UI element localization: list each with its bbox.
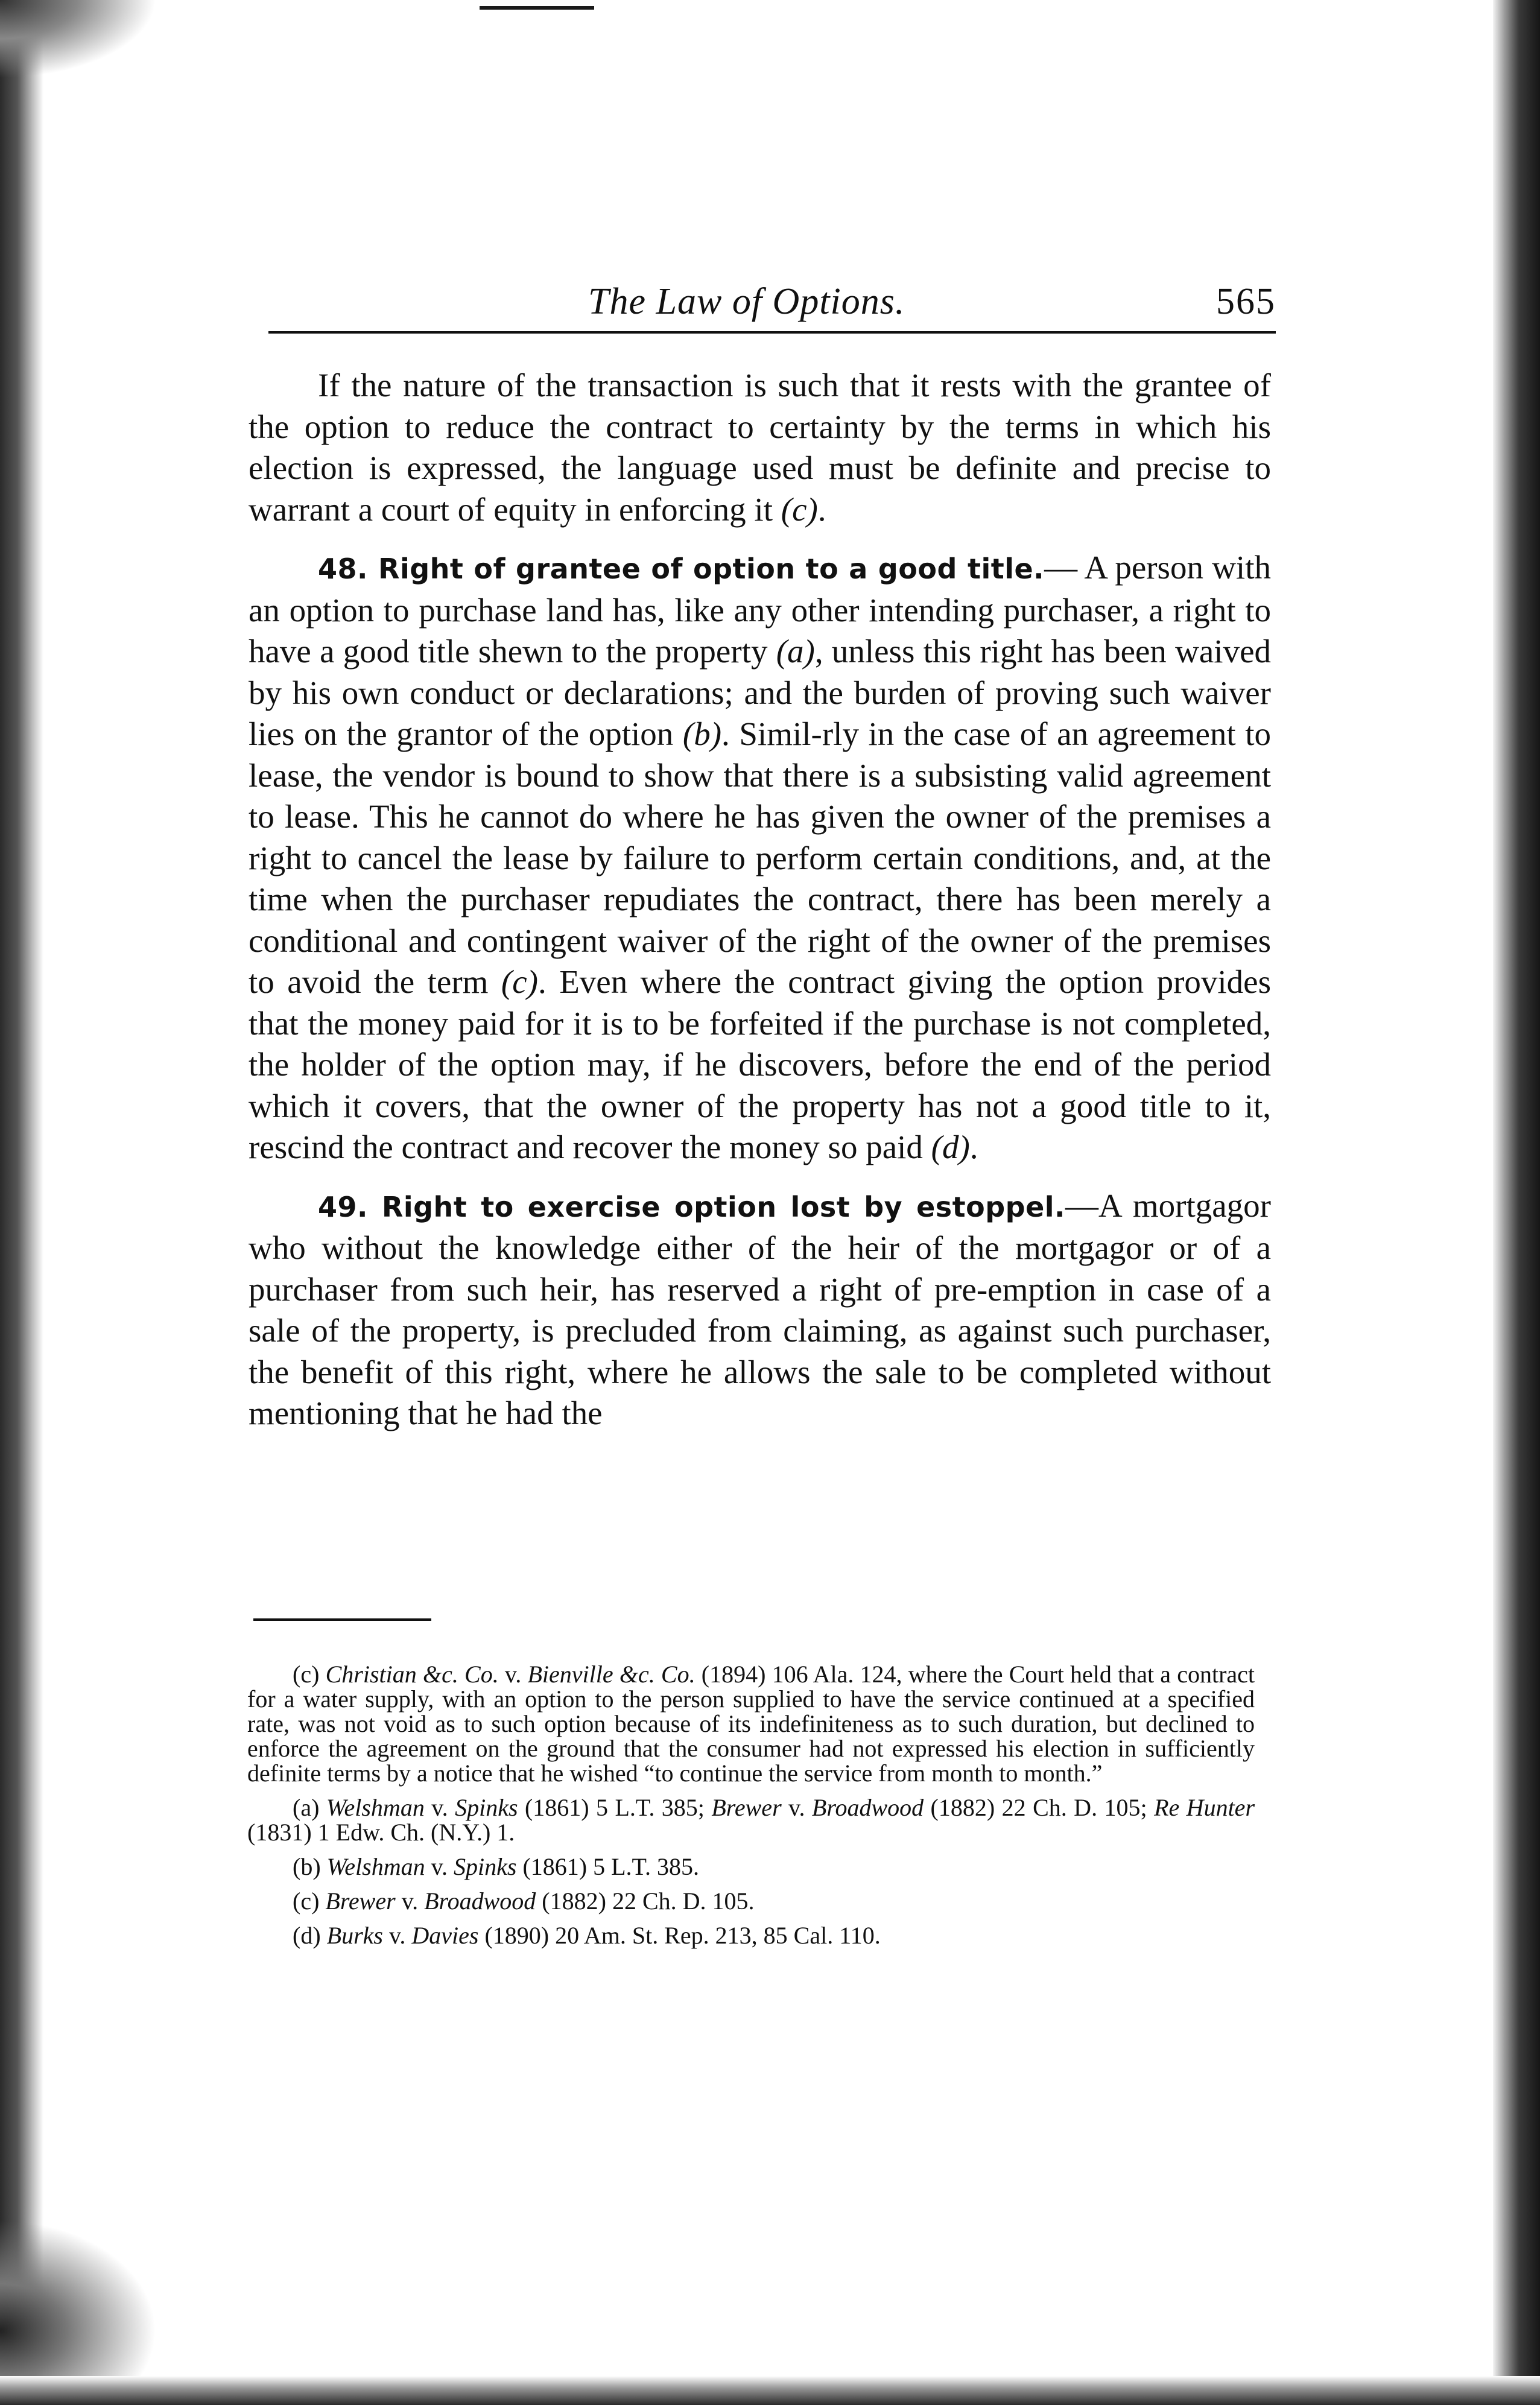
case-name: Welshman xyxy=(326,1794,425,1821)
footnote-text: (1882) 22 Ch. D. 105; xyxy=(924,1794,1155,1821)
header-rule xyxy=(268,331,1276,334)
case-name: Spinks xyxy=(454,1853,517,1880)
paragraph-1 xyxy=(249,365,1271,530)
footnote-text: (1894) 106 Ala. 124, where the Court held that a contract for a water supply, with an option to the person supplied to have the service continued at a specified rate, was not void as to such option because of its indefiniteness as to such duration, but declined to enforce the agreement on the ground that the consumer had not expressed his election in sufficiently definite terms by a notice that he wished “to continue the service from month to month.” xyxy=(247,1661,1255,1787)
footnote-ref-a: (a) xyxy=(776,633,815,670)
page-corner-shadow-top xyxy=(0,0,157,78)
footnote-mark: (b) xyxy=(293,1853,321,1880)
footnote-text: (1831) 1 Edw. Ch. (N.Y.) 1. xyxy=(247,1819,515,1846)
versus: v. xyxy=(498,1661,528,1688)
footnote-b xyxy=(247,1854,1255,1879)
case-name: Davies xyxy=(411,1922,479,1949)
running-head xyxy=(268,280,1276,329)
paragraph-1-text: If the nature of the transaction is such that it rests with the grantee of the option to reduce the contract to certainty by the terms in which his election is expressed, the language used must be definite and precise to warrant a court of equity in enforcing it xyxy=(249,367,1271,528)
footnote-c-1 xyxy=(247,1662,1255,1786)
footnote-a xyxy=(247,1795,1255,1845)
case-name: Broadwood xyxy=(424,1887,536,1915)
footnote-mark: (d) xyxy=(293,1922,321,1949)
paragraph-1-end: . xyxy=(817,490,826,528)
running-title: The Law of Options. xyxy=(588,281,905,322)
case-name: Christian &c. Co. xyxy=(325,1661,499,1688)
section-49-dash: — xyxy=(1065,1187,1099,1224)
case-name: Brewer xyxy=(711,1794,782,1821)
section-49-heading: 49. Right to exercise option lost by estoppel. xyxy=(318,1190,1066,1223)
paragraph-49 xyxy=(249,1185,1271,1434)
case-name: Spinks xyxy=(455,1794,518,1821)
case-name: Re Hunter xyxy=(1154,1794,1255,1821)
section-48-heading: 48. Right of grantee of option to a good title. xyxy=(318,553,1045,585)
page-bottom-shadow xyxy=(0,2376,1540,2405)
footnote-rule xyxy=(253,1618,431,1621)
footnote-mark: (c) xyxy=(293,1887,320,1915)
footnote-mark: (c) xyxy=(293,1661,320,1688)
footnote-mark: (a) xyxy=(293,1794,320,1821)
footnote-ref-b: (b) xyxy=(682,715,722,752)
footnote-text: (1882) 22 Ch. D. 105. xyxy=(536,1887,755,1915)
section-48-text-1: A person with an option to purchase land has, like any other intending purchaser, a right to have a good title shewn to the property xyxy=(249,549,1271,670)
case-name: Welshman xyxy=(326,1853,425,1880)
versus: v. xyxy=(382,1922,412,1949)
section-49-text: A mortgagor who without the knowledge either of the heir of the mortgagor or of a purchaser from such heir, has reserved a right of pre-emption in case of a sale of the property, is precluded from claiming, as against such purchaser, the benefit of this right, where he allows the sale to be completed without mentioning that he had the xyxy=(249,1187,1271,1431)
page-left-shadow xyxy=(0,0,43,2405)
footnotes xyxy=(247,1662,1255,1957)
case-name: Bienville &c. Co. xyxy=(527,1661,696,1688)
section-48-text-4: . Even where the contract giving the option provides that the money paid for it is to be forfeited if the purchase is not completed, the holder of the option may, if he discovers, before the end of the period which it covers, that the owner of the property has not a good title to it, rescind the contract and recover the money so paid xyxy=(249,963,1271,1165)
footnote-ref-d: (d) xyxy=(931,1129,970,1165)
paragraph-48 xyxy=(249,547,1271,1168)
case-name: Brewer xyxy=(325,1887,396,1915)
versus: v. xyxy=(425,1853,454,1880)
page-right-shadow xyxy=(1493,0,1540,2405)
page-number: 565 xyxy=(1216,281,1276,322)
section-48-text-2: , unless this right has been waived by his own conduct or declarations; and the burden of proving such waiver lies on the grantor of the option xyxy=(249,633,1271,752)
case-name: Burks xyxy=(326,1922,383,1949)
scan-top-mark xyxy=(480,6,594,10)
footnote-d xyxy=(247,1923,1255,1948)
footnote-ref-c: (c) xyxy=(781,490,818,528)
footnote-text: (1861) 5 L.T. 385; xyxy=(518,1794,712,1821)
versus: v. xyxy=(395,1887,425,1915)
body-text xyxy=(249,365,1271,1451)
footnote-text: (1890) 20 Am. St. Rep. 213, 85 Cal. 110. xyxy=(478,1922,881,1949)
section-48-dash: — xyxy=(1044,549,1078,586)
section-48-text-5: . xyxy=(969,1129,978,1165)
footnote-text: (1861) 5 L.T. 385. xyxy=(516,1853,699,1880)
section-48-text-3: . Simil-rly in the case of an agreement to lease, the vendor is bound to show that there is a subsisting valid agreement to lease. This he cannot do where he has given the owner of the premises a right to cancel the lease by failure to perform certain conditions, and, at the time when the purchaser repudiates the contract, there has been merely a conditional and contingent waiver of the right of the owner of the premises to avoid the term xyxy=(249,715,1271,1000)
versus: v. xyxy=(424,1794,455,1821)
versus: v. xyxy=(781,1794,812,1821)
case-name: Broadwood xyxy=(811,1794,924,1821)
footnote-ref-c2: (c) xyxy=(501,963,538,1000)
footnote-c-2 xyxy=(247,1889,1255,1913)
